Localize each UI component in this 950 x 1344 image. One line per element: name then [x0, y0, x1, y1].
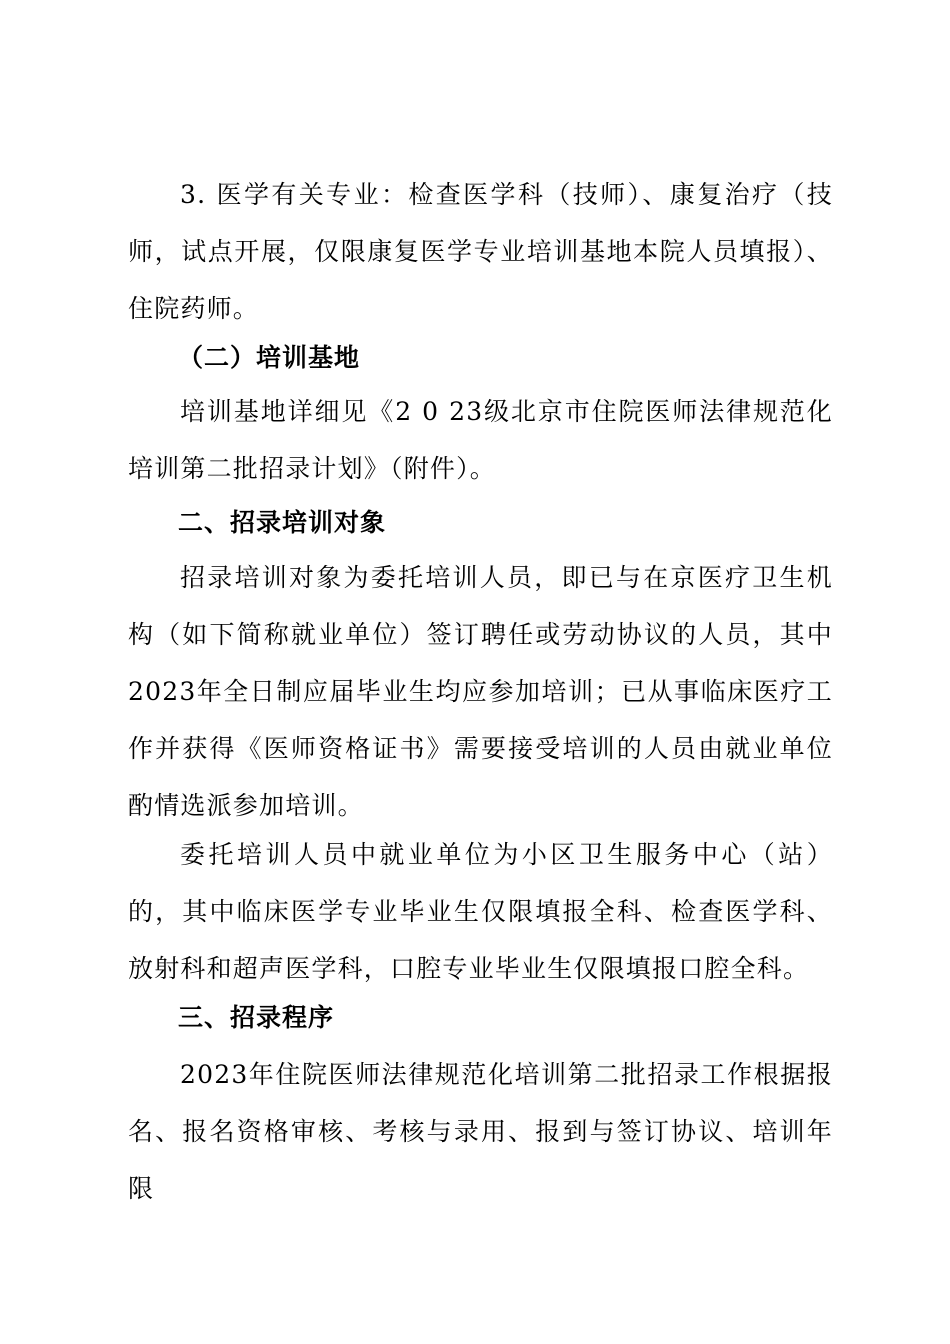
paragraph-training-base: 培训基地详细见《2 0 23级北京市住院医师法律规范化培训第二批招录计划》（附件）。: [128, 397, 833, 483]
paragraph-recruit-procedure: 2023年住院医师法律规范化培训第二批招录工作根据报名、报名资格审核、考核与录用、报到与签订协议、培训年限: [128, 1060, 833, 1203]
paragraph-medical-specialties: 3. 医学有关专业：检查医学科（技师）、康复治疗（技师，试点开展，仅限康复医学专业培训基地本院人员填报）、住院药师。: [128, 180, 833, 323]
heading-recruit-procedure: 三、招录程序: [178, 1003, 335, 1032]
heading-recruit-targets: 二、招录培训对象: [178, 508, 387, 537]
heading-training-base: （二）培训基地: [178, 343, 361, 372]
paragraph-recruit-targets: 招录培训对象为委托培训人员，即已与在京医疗卫生机构（如下简称就业单位）签订聘任或劳动协议的人员，其中2023年全日制应届毕业生均应参加培训；已从事临床医疗工作并获得《医师资格证书》需要接受培训的人员由就业单位酌情选派参加培训。: [128, 563, 833, 820]
paragraph-community-centers: 委托培训人员中就业单位为小区卫生服务中心（站）的，其中临床医学专业毕业生仅限填报全科、检查医学科、放射科和超声医学科，口腔专业毕业生仅限填报口腔全科。: [128, 840, 833, 983]
